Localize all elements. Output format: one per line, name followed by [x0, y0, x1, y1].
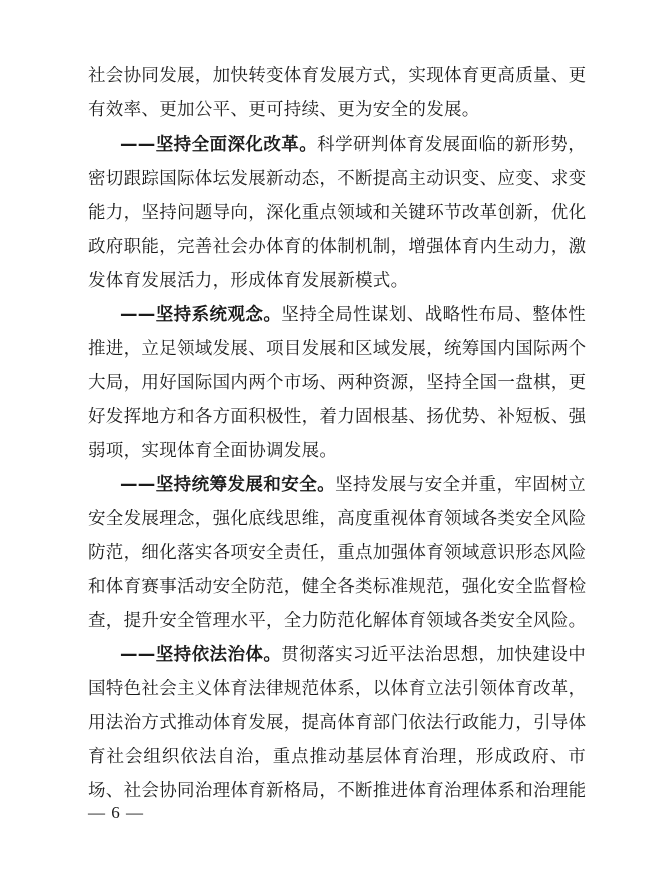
text-line: 有效率、更加公平、更可持续、更为安全的发展。	[88, 100, 480, 120]
text-line: 国特色社会主义体育法律规范体系，以体育立法引领体育改革，	[88, 679, 586, 699]
text-line: 和体育赛事活动安全防范，健全各类标准规范，强化安全监督检	[88, 577, 586, 597]
text-line: 能力，坚持问题导向，深化重点领域和关键环节改革创新，优化	[88, 203, 586, 223]
text-line: 用法治方式推动体育发展，提高体育部门依法行政能力，引导体	[88, 713, 586, 733]
text-line: 场、社会协同治理体育新格局，不断推进体育治理体系和治理能	[88, 781, 586, 801]
section-lead: ——坚持全面深化改革。	[120, 135, 318, 155]
section-heading-line: ——坚持全面深化改革。科学研判体育发展面临的新形势，	[120, 135, 586, 155]
text-line: 查，提升安全管理水平，全力防范化解体育领域各类安全风险。	[88, 611, 586, 631]
section-lead: ——坚持统筹发展和安全。	[120, 475, 336, 495]
text-line: 密切跟踪国际体坛发展新动态，不断提高主动识变、应变、求变	[88, 169, 586, 189]
section-lead: ——坚持依法治体。	[120, 645, 282, 665]
section-lead: ——坚持系统观念。	[120, 305, 282, 325]
section-heading-line: ——坚持统筹发展和安全。坚持发展与安全并重，牢固树立	[120, 475, 586, 495]
page-number: — 6 —	[88, 803, 144, 822]
text-line: 政府职能，完善社会办体育的体制机制，增强体育内生动力，激	[88, 237, 586, 257]
text-line: 大局，用好国际国内两个市场、两种资源，坚持全国一盘棋，更	[88, 373, 586, 393]
text-line: 弱项，实现体育全面协调发展。	[88, 441, 338, 461]
text-line: 育社会组织依法自治，重点推动基层体育治理，形成政府、市	[88, 747, 586, 767]
text-line: 防范，细化落实各项安全责任，重点加强体育领域意识形态风险	[88, 543, 586, 563]
section-heading-line: ——坚持系统观念。坚持全局性谋划、战略性布局、整体性	[120, 305, 586, 325]
text-line: 安全发展理念，强化底线思维，高度重视体育领域各类安全风险	[88, 509, 586, 529]
text-line: 好发挥地方和各方面积极性，着力固根基、扬优势、补短板、强	[88, 407, 586, 427]
section-heading-line: ——坚持依法治体。贯彻落实习近平法治思想，加快建设中	[120, 645, 586, 665]
text-line: 社会协同发展，加快转变体育发展方式，实现体育更高质量、更	[88, 66, 586, 86]
text-line: 推进，立足领域发展、项目发展和区域发展，统筹国内国际两个	[88, 339, 586, 359]
text-line: 发体育发展活力，形成体育发展新模式。	[88, 271, 409, 291]
